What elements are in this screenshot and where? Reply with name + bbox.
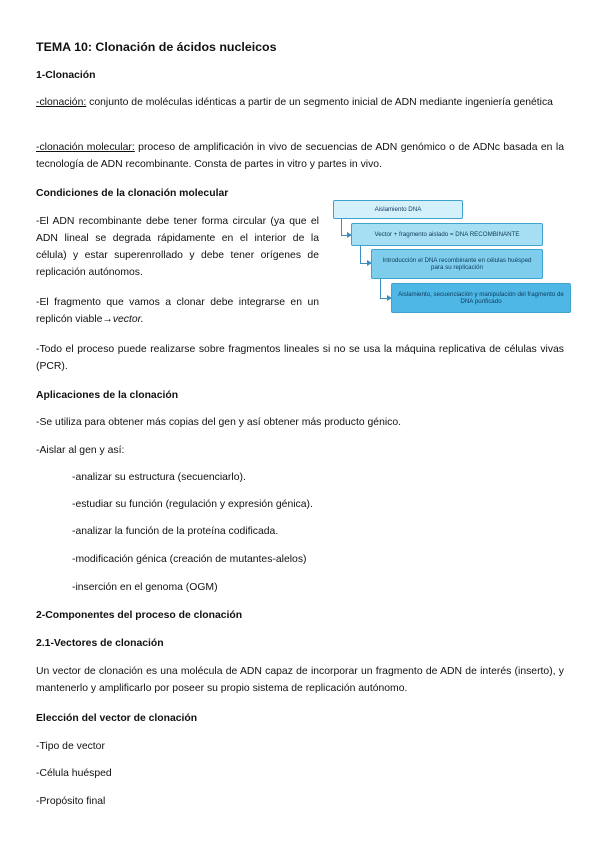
subheading-condiciones: Condiciones de la clonación molecular	[36, 188, 229, 199]
diagram-step-4: Aislamiento, secuenciación y manipulación del fragmento de DNA purificado	[391, 283, 571, 313]
paragraph-condicion-3: -Todo el proceso puede realizarse sobre fragmentos lineales si no se usa la máquina replicativa de células vivas (PCR).	[36, 344, 564, 372]
document-title: TEMA 10: Clonación de ácidos nucleicos	[36, 40, 277, 54]
list-item: -Tipo de vector	[36, 741, 105, 752]
term-vector: vector.	[112, 314, 144, 325]
definition-clonacion-molecular: proceso de amplificación in vivo de secuencias de ADN genómico o de ADNc basada en la tecnología de ADN recombinante. Consta de partes in vitro y partes in vivo.	[36, 142, 564, 170]
diagram-step-1: Aislamiento DNA	[333, 200, 463, 219]
section-heading-clonacion: 1-Clonación	[36, 70, 96, 81]
list-item: -modificación génica (creación de mutantes-alelos)	[72, 554, 307, 565]
cloning-flow-diagram	[333, 200, 573, 314]
definition-clonacion: conjunto de moléculas idénticas a partir de un segmento inicial de ADN mediante ingeniería genética	[86, 97, 553, 108]
subsection-heading-vectores: 2.1-Vectores de clonación	[36, 638, 164, 649]
section-heading-componentes: 2-Componentes del proceso de clonación	[36, 610, 243, 621]
paragraph-aplicacion-1: -Se utiliza para obtener más copias del gen y así obtener más producto génico.	[36, 417, 402, 428]
paragraph-condicion-1: -El ADN recombinante debe tener forma circular (ya que el ADN lineal se degrada rápidamente en el interior de la célula) y estar superenrollado y debe tener orígenes de replicación autónomos.	[36, 216, 319, 278]
term-clonacion-molecular: -clonación molecular:	[36, 142, 135, 153]
paragraph-vector-definition: Un vector de clonación es una molécula de ADN capaz de incorporar un fragmento de ADN de interés (inserto), y mantenerlo y amplificarlo por poseer su propio sistema de replicación autónomo.	[36, 666, 564, 694]
paragraph-condicion-2: -El fragmento que vamos a clonar debe integrarse en un replicón viable→vector.	[36, 297, 319, 325]
diagram-step-2: Vector + fragmento aislado = DNA RECOMBINANTE	[351, 223, 543, 246]
list-item: -inserción en el genoma (OGM)	[72, 582, 218, 593]
paragraph-clonacion	[36, 94, 564, 111]
list-item: -Célula huésped	[36, 768, 112, 779]
list-item: -analizar la función de la proteína codificada.	[72, 526, 279, 537]
subheading-eleccion: Elección del vector de clonación	[36, 713, 198, 724]
list-item: -Propósito final	[36, 796, 106, 807]
list-item: -analizar su estructura (secuenciarlo).	[72, 472, 246, 483]
subheading-aplicaciones: Aplicaciones de la clonación	[36, 390, 179, 401]
paragraph-aplicacion-2: -Aislar al gen y así:	[36, 445, 125, 456]
list-item: -estudiar su función (regulación y expresión génica).	[72, 499, 313, 510]
paragraph-clonacion-molecular	[36, 139, 564, 173]
term-clonacion: -clonación:	[36, 97, 87, 108]
diagram-step-3: Introducción el DNA recombinante en células huésped para su replicación	[371, 249, 543, 279]
